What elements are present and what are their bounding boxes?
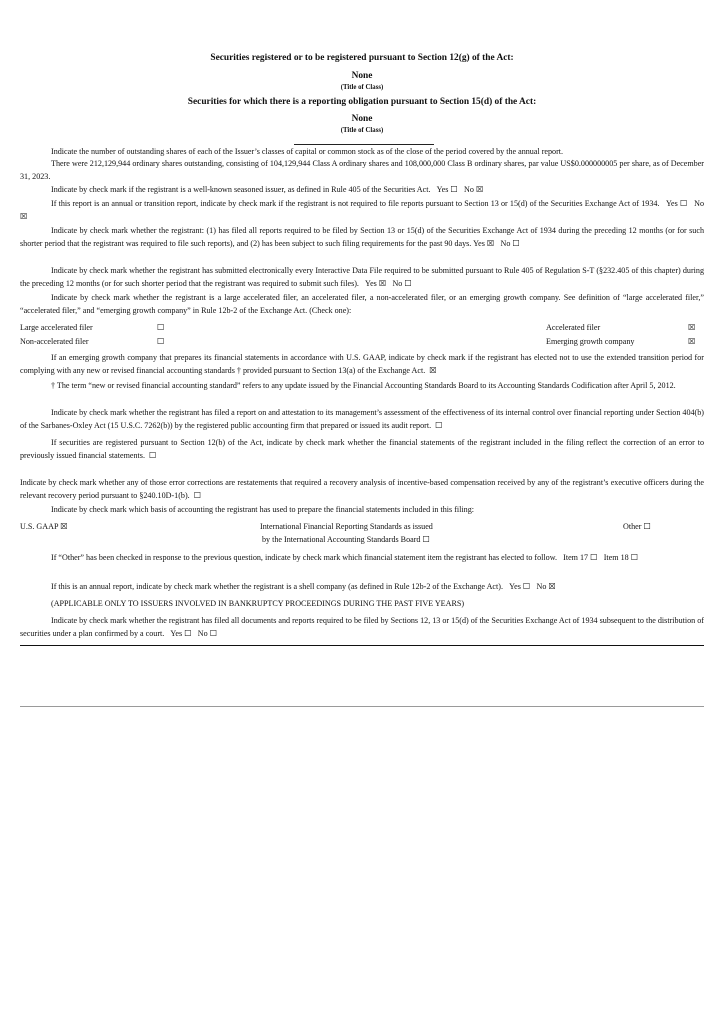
filed-all-yes-checkbox[interactable]: ☒ <box>486 238 495 248</box>
basis-question: Indicate by check mark which basis of accounting the registrant has used to prepare the financial statements included in this filing: <box>51 505 474 514</box>
outstanding-shares-detail: There were 212,129,944 ordinary shares outstanding, consisting of 104,129,944 Class A ordinary shares and 108,000,000 Class B ordinary shares, par value US$0.000000005 per share, as of December 31, 2023. <box>20 159 704 181</box>
interactive-data-question: Indicate by check mark whether the registrant has submitted electronically every Interactive Data File required to be submitted pursuant to Rule 405 of Regulation S-T (§232.405 of this chapter) during the preceding 12 months (or for such shorter period that the registrant was required to submit such files). Yes ☒ No ☐ <box>20 266 704 288</box>
item17-checkbox[interactable]: ☐ <box>590 552 598 562</box>
wksi-no-checkbox[interactable]: ☒ <box>475 184 484 194</box>
icfr-checkbox[interactable]: ☐ <box>435 420 443 430</box>
filed-all-question: Indicate by check mark whether the registrant: (1) has filed all reports required to be filed by Section 13 or 15(d) of the Securities Exchange Act of 1934 during the preceding 12 months (or for such shorter period that the registrant was required to file such reports), and (2) has been subject to such filing requirements for the past 90 days. Yes ☒ No ☐ <box>20 226 704 248</box>
title-of-class-caption-15d: (Title of Class) <box>340 127 384 134</box>
interactive-yes-checkbox[interactable]: ☒ <box>378 278 387 288</box>
restatements-question: Indicate by check mark whether any of those error corrections are restatements that required a recovery analysis of incentive-based compensation received by any of the registrant’s executive officers during the relevant recovery period pursuant to §240.10D-1(b). ☐ <box>20 478 704 500</box>
other-item-question: If “Other” has been checked in response to the previous question, indicate by check mark which financial statement item the registrant has elected to follow. Item 17 ☐ Item 18 ☐ <box>51 552 639 562</box>
title-of-class-caption-12g: (Title of Class) <box>340 84 384 91</box>
other-checkbox[interactable]: ☐ <box>643 521 651 531</box>
section-12g-heading: Securities registered or to be registered pursuant to Section 12(g) of the Act: <box>210 53 514 63</box>
egc-label: Emerging growth company <box>546 337 635 346</box>
shell-no-checkbox[interactable]: ☒ <box>548 581 556 591</box>
large-accelerated-label: Large accelerated filer <box>20 323 93 332</box>
not-required-question: If this report is an annual or transition report, indicate by check mark if the registrant is not required to file reports pursuant to Section 13 or 15(d) of the Securities Exchange Act of 1934. Yes ☐ No ☒ <box>20 198 704 221</box>
egc-checkbox[interactable]: ☒ <box>688 336 696 346</box>
error-correction-checkbox[interactable]: ☐ <box>149 450 157 460</box>
title-of-class-value-15d: None <box>351 114 373 124</box>
shell-yes-checkbox[interactable]: ☐ <box>522 581 531 591</box>
title-of-class-value-12g: None <box>351 71 373 81</box>
wksi-yes-checkbox[interactable]: ☐ <box>450 184 458 194</box>
bankruptcy-question: Indicate by check mark whether the registrant has filed all documents and reports required to be filed by Sections 12, 13 or 15(d) of the Securities Exchange Act of 1934 subsequent to the distribution of securities under a plan confirmed by a court. Yes ☐ No ☐ <box>20 616 704 638</box>
us-gaap-option: U.S. GAAP ☒ <box>20 521 68 531</box>
bankruptcy-heading: (APPLICABLE ONLY TO ISSUERS INVOLVED IN BANKRUPTCY PROCEEDINGS DURING THE PAST FIVE YEARS) <box>51 599 465 608</box>
wksi-question: Indicate by check mark if the registrant is a well-known seasoned issuer, as defined in Rule 405 of the Securities Act. Yes ☐ No ☒ <box>51 184 484 194</box>
non-accelerated-label: Non-accelerated filer <box>20 337 89 346</box>
outstanding-shares-intro: Indicate the number of outstanding shares of each of the Issuer’s classes of capital or common stock as of the close of the period covered by the annual report. <box>51 147 564 156</box>
filed-all-no-checkbox[interactable]: ☐ <box>512 238 520 248</box>
egc-gaap-question: If an emerging growth company that prepares its financial statements in accordance with U.S. GAAP, indicate by check mark if the registrant has elected not to use the extended transition period for complying with any new or revised financial accounting standards † provided pursuant to Section 13(a) of the Exchange Act. ☒ <box>20 353 704 375</box>
icfr-question: Indicate by check mark whether the registrant has filed a report on and attestation to its management’s assessment of the effectiveness of its internal control over financial reporting under Section 404(b) of the Sarbanes-Oxley Act (15 U.S.C. 7262(b)) by the registered public accounting firm that prepared or issued its audit report. ☐ <box>20 408 704 430</box>
interactive-no-checkbox[interactable]: ☐ <box>404 278 412 288</box>
egc-gaap-checkbox[interactable]: ☒ <box>429 365 437 375</box>
ifrs-option-line2: by the International Accounting Standards Board ☐ <box>262 534 431 544</box>
bankruptcy-yes-checkbox[interactable]: ☐ <box>184 628 192 638</box>
error-correction-question: If securities are registered pursuant to Section 12(b) of the Act, indicate by check mark whether the financial statements of the registrant included in the filing reflect the correction of an error to previously issued financial statements. ☐ <box>20 438 704 460</box>
other-option: Other ☐ <box>623 521 651 531</box>
accelerated-label: Accelerated filer <box>546 323 601 332</box>
bankruptcy-no-checkbox[interactable]: ☐ <box>209 628 218 638</box>
accelerated-checkbox[interactable]: ☒ <box>688 322 696 332</box>
non-accelerated-checkbox[interactable]: ☐ <box>157 336 165 346</box>
not-required-yes-checkbox[interactable]: ☐ <box>680 198 688 208</box>
shell-question: If this is an annual report, indicate by check mark whether the registrant is a shell company (as defined in Rule 12b-2 of the Exchange Act). Yes ☐ No ☒ <box>51 581 556 591</box>
us-gaap-checkbox[interactable]: ☒ <box>60 521 68 531</box>
item18-checkbox[interactable]: ☐ <box>630 552 639 562</box>
restatements-checkbox[interactable]: ☐ <box>193 490 202 500</box>
large-accelerated-checkbox[interactable]: ☐ <box>157 322 165 332</box>
dagger-footnote: † The term “new or revised financial accounting standard” refers to any update issued by the Financial Accounting Standards Board to its Accounting Standards Codification after April 5, 2012. <box>51 381 676 390</box>
filer-type-question: Indicate by check mark whether the registrant is a large accelerated filer, an accelerated filer, a non-accelerated filer, or an emerging growth company. See definition of “large accelerated filer,” “accelerated filer,” and “emerging growth company” in Rule 12b-2 of the Exchange Act. (Check one): <box>20 293 704 315</box>
ifrs-option-line1: International Financial Reporting Standards as issued <box>260 522 433 531</box>
section-divider <box>20 645 704 646</box>
not-required-no-checkbox[interactable]: ☒ <box>20 211 28 221</box>
section-15d-heading: Securities for which there is a reporting obligation pursuant to Section 15(d) of the Act: <box>187 97 537 107</box>
page-separator <box>20 706 704 707</box>
ifrs-checkbox[interactable]: ☐ <box>422 534 431 544</box>
